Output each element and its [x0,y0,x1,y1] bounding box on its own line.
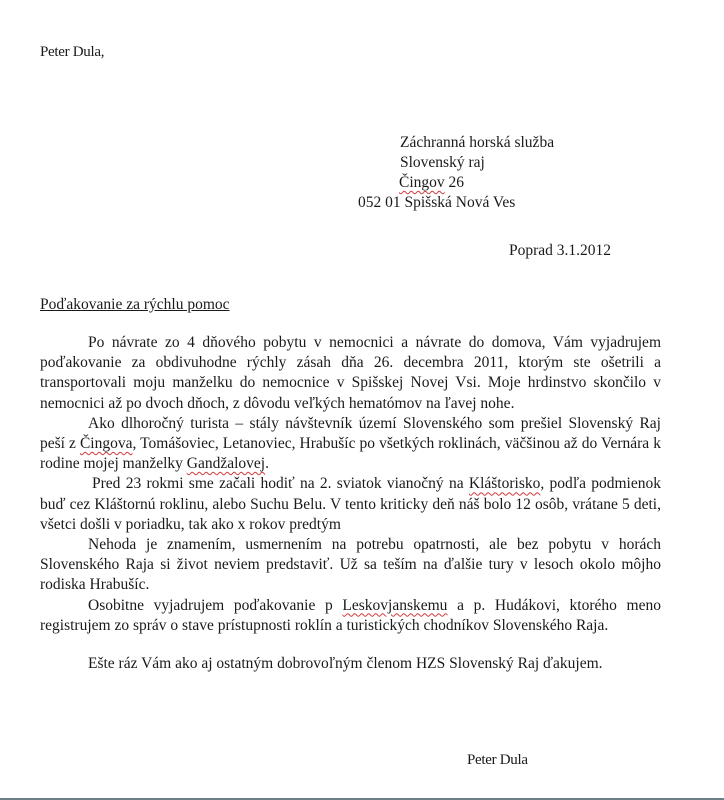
address-line-city: 052 01 Spišská Nová Ves [358,194,516,211]
letter-body [40,333,661,674]
spellcheck-word: Leskovjanskemu [342,596,448,614]
body-paragraph: Ako dlhoročný turista – stály návštevník území Slovenského som prešiel Slovenský Raj peší z Čingova, Tomášoviec, Letanoviec, Hrabušíc po všetkých roklinách, väčšinou až do Vernára k rodine mojej manželky Gandžalovej. [40,414,661,473]
address-line-organization: Záchranná horská služba [400,134,555,151]
spellcheck-word: Gandžalovej [186,455,266,473]
spellcheck-word: Čingova [79,435,133,453]
body-paragraph: Osobitne vyjadrujem poďakovanie p Leskovjanskemu a p. Hudákovi, ktorého meno registrujem zo správ o stave prístupnosti roklín a turistických chodníkov Slovenského Raja. [40,596,661,634]
recipient-address [358,133,554,213]
spellcheck-word: Kláštorisko [468,475,541,493]
body-paragraph: Pred 23 rokmi sme začali hodiť na 2. sviatok vianočný na Kláštorisko, podľa podmienok buď cez Kláštornú roklinu, alebo Suchu Belu. V tento kriticky deň náš bolo 12 osôb, vrátane 5 deti, všetci došli v poriadku, tak ako x rokov predtým [40,475,661,533]
body-paragraph: Nehoda je znamením, usmernením na potrebu opatrnosti, ale bez pobytu v horách Slovenského Raja si život neviem predstaviť. Už sa teším na ďalšie tury v lesoch okolo môjho rodiska Hrabušíc. [40,536,661,594]
signature: Peter Dula [467,752,528,768]
place-and-date: Poprad 3.1.2012 [509,242,612,259]
address-street-number: 26 [444,174,465,191]
closing-paragraph: Ešte ráz Vám ako aj ostatným dobrovoľným členom HZS Slovenský Raj ďakujem. [88,655,603,673]
sender-name-header: Peter Dula, [40,44,105,60]
address-line-region: Slovenský raj [400,154,485,171]
body-paragraph: Po návrate zo 4 dňového pobytu v nemocnici a návrate do domova, Vám vyjadrujem poďakovanie za obdivuhodne rýchly zásah dňa 26. decembra 2011, ktorým ste ošetrili a transportovali moju manželku do nemocnice v Spišskej Novej Vsi. Moje hrdinstvo skončilo v nemocnici až po dvoch dňoch, z dôvodu veľkých hematómov na ľavej nohe. [40,334,661,412]
address-line-street [358,173,554,193]
letter-subject: Poďakovanie za rýchlu pomoc [40,296,230,313]
spellcheck-word: Čingov [399,174,445,191]
